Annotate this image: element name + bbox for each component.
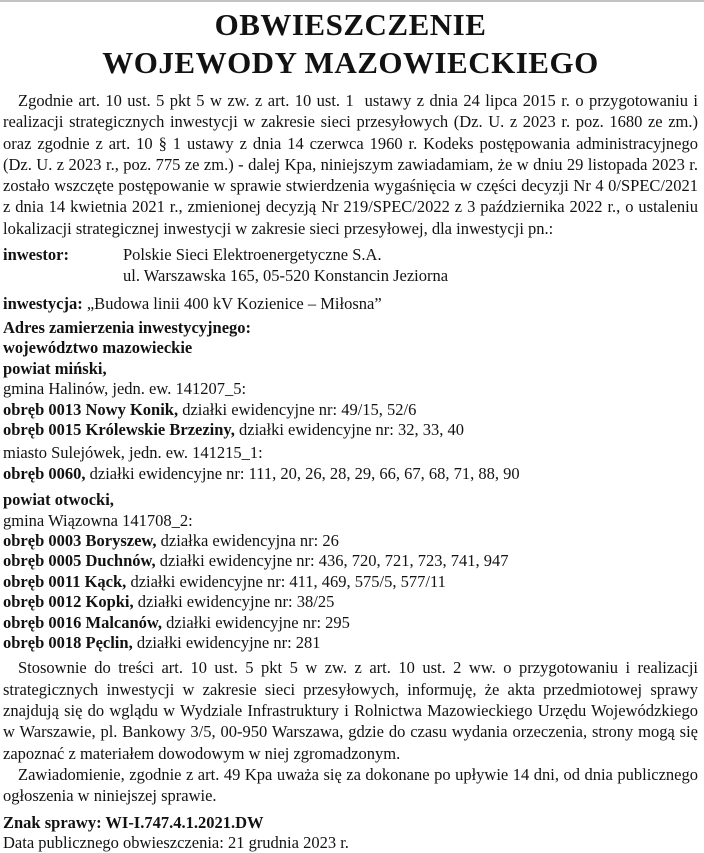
powiat-minski-heading: powiat miński, [3, 358, 107, 378]
investor-label: inwestor: [3, 245, 69, 265]
parcel-line-kopki [3, 592, 698, 612]
case-files-paragraph: Stosownie do treści art. 10 ust. 5 pkt 5 w zw. z art. 10 ust. 2 ww. o przygotowaniu i realizacji strategicznych inwestycji w zakresie sieci przesyłowych, informuję, że akta przedmiotowej sprawy znajdują się do wglądu w Wydziale Infrastruktury i Rolnictwa Mazowieckiego Urzędu Wojewódzkiego w Warszawie, pl. Bankowy 3/5, 00-950 Warszawa, gdzie do czasu wydania orzeczenia, strony mogą się zapoznać z materiałem dowodowym w niej zgromadzonym. [3, 658, 698, 763]
notice-paragraph: Zawiadomienie, zgodnie z art. 49 Kpa uważa się za dokonane po upływie 14 dni, od dnia publicznego ogłoszenia w niniejszej sprawie. [3, 764, 698, 806]
investor-row [3, 244, 698, 287]
parcel-numbers: działki ewidencyjne nr: 281 [136, 633, 321, 653]
document-title-line2: WOJEWODY MAZOWIECKIEGO [102, 45, 599, 80]
parcel-numbers: działki ewidencyjne nr: 49/15, 52/6 [182, 399, 417, 419]
parcel-numbers: działki ewidencyjne nr: 436, 720, 721, 723, 741, 947 [159, 551, 509, 571]
parcel-numbers: działki ewidencyjne nr: 295 [166, 612, 350, 632]
parcel-numbers: działka ewidencyjna nr: 26 [160, 531, 339, 551]
parcel-obreb: obręb 0012 Kopki, [3, 592, 134, 612]
parcel-line-kack [3, 572, 698, 592]
parcel-numbers: działki ewidencyjne nr: 38/25 [137, 592, 335, 612]
investor-name: Polskie Sieci Elektroenergetyczne S.A. [123, 245, 382, 265]
parcel-line-peclin [3, 633, 698, 653]
parcel-obreb: obręb 0016 Malcanów, [3, 612, 163, 632]
parcel-obreb: obręb 0013 Nowy Konik, [3, 399, 179, 419]
miasto-sulejowek-intro: miasto Sulejówek, jedn. ew. 141215_1: [3, 443, 263, 463]
publication-date-line: Data publicznego obwieszczenia: 21 grudnia 2023 r. [3, 832, 349, 852]
parcel-obreb: obręb 0005 Duchnów, [3, 551, 156, 571]
address-section-heading: Adres zamierzenia inwestycyjnego: [3, 317, 252, 337]
announcement-document [0, 2, 704, 853]
intro-paragraph: Zgodnie art. 10 ust. 5 pkt 5 w zw. z art. 10 ust. 1 ustawy z dnia 24 lipca 2015 r. o przygotowaniu i realizacji strategicznych inwestycji w zakresie sieci przesyłowych (Dz. U. z 2023 r. poz. 1680 ze zm.) oraz zgodnie z art. 10 § 1 ustawy z dnia 14 czerwca 1960 r. Kodeks postępowania administracyjnego (Dz. U. z 2023 r., poz. 775 ze zm.) - dalej Kpa, niniejszym zawiadamiam, że w dniu 29 listopada 2023 r. zostało wszczęte postępowanie w sprawie stwierdzenia wygaśnięcia w części decyzji Nr 4 0/SPEC/2021 z dnia 14 kwietnia 2021 r., zmienionej decyzją Nr 219/SPEC/2022 z 3 października 2022 r., o ustaleniu lokalizacji strategicznej inwestycji w zakresie sieci przesyłowej, dla inwestycji pn.: [3, 91, 698, 238]
powiat-otwocki-heading: powiat otwocki, [3, 490, 114, 510]
document-title-line1: OBWIESZCZENIE [214, 7, 487, 42]
parcel-numbers: działki ewidencyjne nr: 111, 20, 26, 28, 29, 66, 67, 68, 71, 88, 90 [89, 463, 520, 483]
parcel-line-duchnow [3, 551, 698, 571]
parcel-line-boryszew [3, 531, 698, 551]
investment-label: inwestycja: [3, 293, 83, 313]
parcel-line-nowy-konik [3, 400, 698, 420]
parcel-line-malcanow [3, 613, 698, 633]
case-number-line: Znak sprawy: WI-I.747.4.1.2021.DW [3, 812, 264, 832]
investor-value [123, 244, 448, 287]
parcel-numbers: działki ewidencyjne nr: 32, 33, 40 [239, 420, 464, 439]
parcel-obreb: obręb 0018 Pęclin, [3, 633, 133, 653]
parcel-obreb: obręb 0015 Królewskie Brzeziny, [3, 420, 235, 439]
parcel-numbers: działki ewidencyjne nr: 411, 469, 575/5, 577/11 [130, 571, 446, 591]
investment-value: „Budowa linii 400 kV Kozienice – Miłosna” [86, 293, 382, 313]
parcel-obreb: obręb 0060, [3, 463, 86, 483]
parcel-line-krolewskie-brzeziny [3, 420, 698, 440]
parcel-obreb: obręb 0011 Kąck, [3, 571, 127, 591]
gmina-halinow-intro: gmina Halinów, jedn. ew. 141207_5: [3, 379, 247, 399]
parcel-line-0060 [3, 464, 698, 484]
investor-address: ul. Warszawska 165, 05-520 Konstancin Jeziorna [123, 266, 449, 286]
investment-row [3, 293, 698, 314]
gmina-wiazowna-intro: gmina Wiązowna 141708_2: [3, 510, 193, 530]
voivodeship-line: województwo mazowieckie [3, 338, 193, 358]
parcel-obreb: obręb 0003 Boryszew, [3, 531, 157, 551]
document-title [3, 6, 698, 82]
